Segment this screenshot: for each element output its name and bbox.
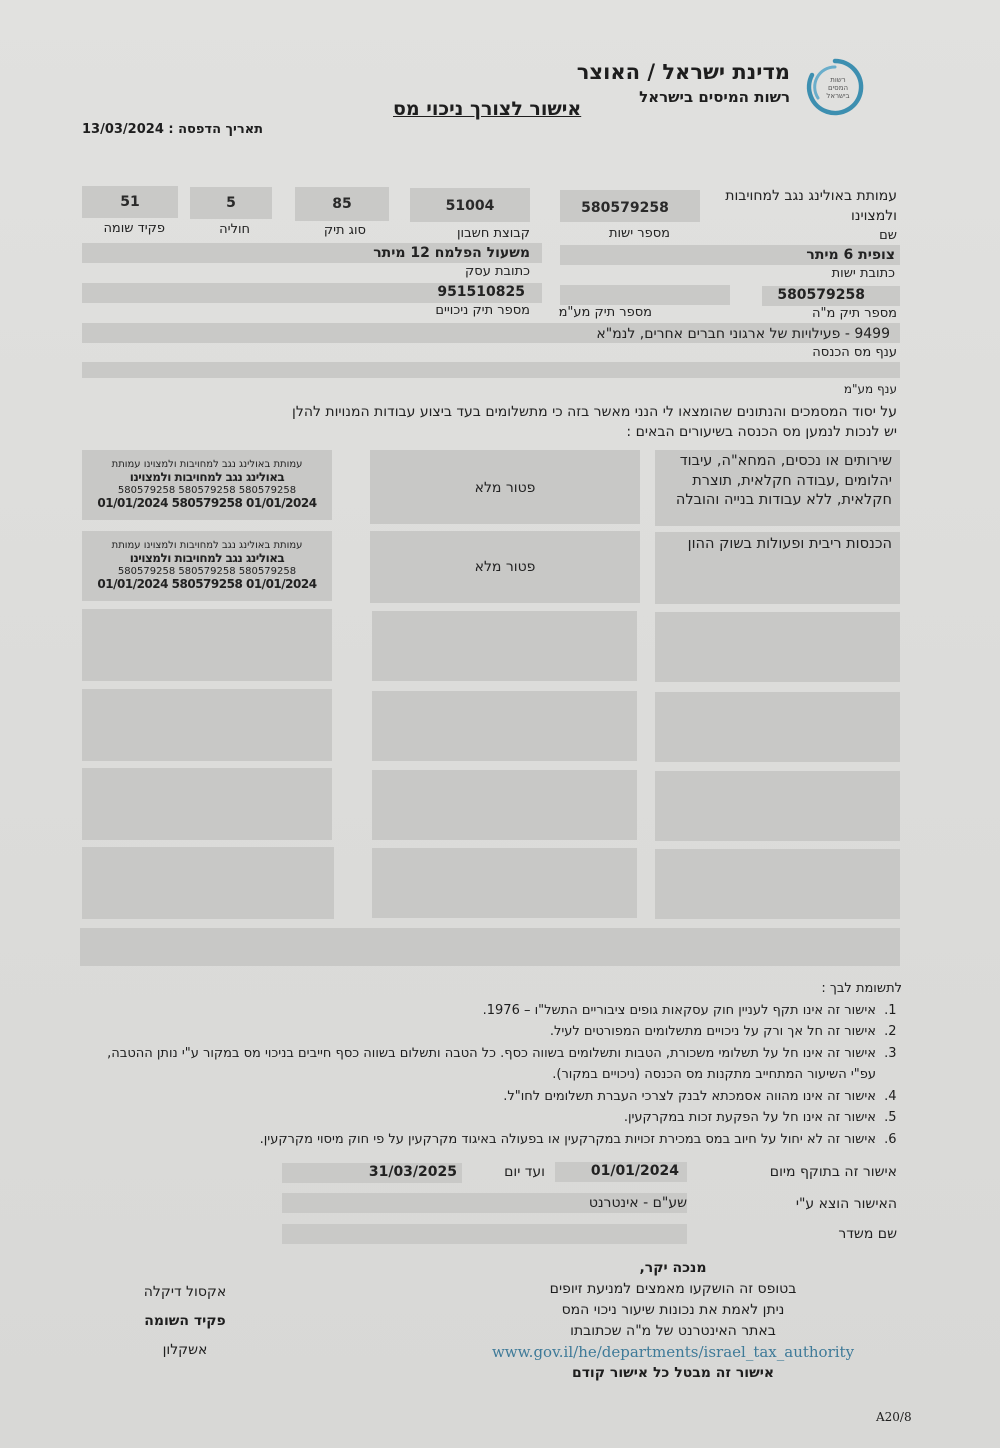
closing-greeting: מנכה יקר, [639, 1260, 707, 1276]
closing-final: אישור זה מבטל כל אישור קודם [571, 1365, 775, 1381]
file-type-label: סוג תיק [323, 223, 366, 238]
vat-file-field [560, 285, 730, 305]
note-item: 1. אישור זה אינו תקף לעניין חוק עסקאות גופים ציבוריים התשל"ו – 1976. [82, 1000, 880, 1022]
vat-branch-field [82, 362, 900, 378]
note-item: 4. אישור זה אינו מהווה אסמכתא לבנק לצרכי העברת תשלומים לחו"ל. [82, 1086, 880, 1108]
tax-authority-website-link[interactable]: www.gov.il/he/departments/israel_tax_authority [491, 1343, 855, 1361]
table-row-2-rate: פטור מלא [474, 559, 536, 575]
income-tax-file-label: מספר תיק מ"ה [812, 306, 897, 321]
svg-text:בישראל: בישראל [826, 92, 850, 100]
office-name-label: שם משדר [838, 1226, 897, 1242]
print-date-value: 13/03/2024 [82, 122, 164, 137]
table-row-1-approval-stamp [84, 458, 330, 510]
issued-by-label: האישור הוצא ע"י [795, 1196, 897, 1212]
closing-line1: בטופס זה הושקעו מאמצים למניעת זיופים [549, 1281, 797, 1297]
table-row-5-service-cell [655, 771, 900, 841]
table-row-2-service: הכנסות ריבית ופעולות בשוק ההון [687, 536, 892, 552]
table-row-6-service-cell [655, 849, 900, 919]
stamp-line: 01/01/2024 580579258 01/01/2024 [97, 577, 317, 591]
table-row-3-rate-cell [372, 611, 637, 681]
valid-until-value: 31/03/2025 [368, 1164, 457, 1180]
stamp-line: 01/01/2024 580579258 01/01/2024 [97, 496, 317, 510]
table-row-4-rate-cell [372, 691, 637, 761]
org-title: מדינת ישראל / האוצר [576, 60, 790, 84]
entity-address-label: כתובת ישות [831, 266, 895, 281]
stamp-line: באולינג נגב למחויבות ולמצוינו [129, 551, 285, 565]
table-row-5-stamp-cell [82, 768, 332, 840]
note-item: 2. אישור זה חל אך ורק על ניכויים מתשלומים המפורטים לעיל. [82, 1021, 880, 1043]
table-row-5-rate-cell [372, 770, 637, 840]
svg-text:המסים: המסים [827, 84, 849, 92]
office-name-field [282, 1224, 687, 1244]
stamp-line: 580579258 580579258 580579258 [117, 485, 297, 496]
valid-until-label: ועד יום [504, 1164, 545, 1180]
notes-section [82, 978, 902, 1150]
signer-block [110, 1278, 260, 1365]
entity-number-value: 580579258 [581, 200, 669, 216]
tax-authority-logo-icon [806, 58, 864, 116]
valid-from-value: 01/01/2024 [590, 1163, 679, 1179]
table-row-4-service-cell [655, 692, 900, 762]
declaration-line1: על יסוד המסמכים והנתונים שהומצאו לי הנני מאשר בזה כי מתשלומים בעד ביצוע עבודות המנויות להלן [292, 404, 897, 420]
closing-line3: באתר האינטרנט של מ"ה שכתובתו [570, 1323, 776, 1339]
stamp-line: עמותת באולינג נגב למחויבות ולמצוינו עמותת [111, 540, 303, 551]
table-row-3-service-cell [655, 612, 900, 682]
table-row-1-rate: פטור מלא [474, 480, 536, 496]
account-group-value: 51004 [445, 198, 495, 214]
note-item: 6. אישור זה לא יחול על חיוב במס במכירת זכויות במקרקעין או בפעולה באיגוד מקרקעין על פי חוק מיסוי מקרקעין. [82, 1129, 880, 1151]
vat-file-label: מספר תיק מע"מ [558, 305, 652, 320]
closing-line2: ניתן לאמת את נכונות שיעור ניכוי המס [561, 1302, 785, 1318]
income-tax-branch-label: ענף מס הכנסה [812, 345, 897, 360]
table-row-4-stamp-cell [82, 689, 332, 761]
withholding-file-label: מספר תיק ניכויים [435, 303, 530, 318]
income-tax-branch-value: 9499 - פעילויות של ארגוני חברים אחרים, לנמ"א [596, 326, 890, 342]
assessing-officer-value: 51 [120, 194, 140, 210]
table-row-6-rate-cell [372, 848, 637, 918]
stamp-line: 580579258 580579258 580579258 [117, 566, 297, 577]
table-row-2-approval-stamp [84, 539, 330, 591]
signer-name: אקסול דיקלה [143, 1284, 227, 1300]
account-group-label: קבוצת חשבון [457, 226, 530, 241]
vat-branch-label: ענף מע"מ [843, 382, 897, 396]
entity-name-line2: ולמצוינו [851, 208, 897, 224]
district-value: 5 [226, 195, 236, 211]
document-title: אישור לצורך ניכוי מס [393, 98, 582, 120]
stamp-line: באולינג נגב למחויבות ולמצוינו [129, 470, 285, 484]
org-subtitle: רשות המיסים בישראל [639, 88, 790, 106]
table-row-3-stamp-cell [82, 609, 332, 681]
stamp-line: עמותת באולינג נגב למחויבות ולמצוינו עמותת [111, 459, 303, 470]
note-item: 5. אישור זה אינו חל על הפקעת זכות במקרקעין. [82, 1107, 880, 1129]
file-type-value: 85 [332, 196, 352, 212]
entity-name-line1: עמותת באולינג נגב למחויבות [725, 188, 897, 204]
note-item: 3. אישור זה אינו חל על תשלומי משכורת, הטבות ותשלומים בשווה כסף. כל הטבה ותשלום בשווה כסף חייבים בניכוי מס במקור ע"י נותן ההטבה, עפ"י השיעור המתחייב מתקנות מס הכנסה (ניכויים במקור). [82, 1043, 880, 1086]
entity-number-label: מספר ישות [608, 226, 670, 241]
withholding-file-value: 951510825 [437, 284, 525, 300]
closing-message [478, 1258, 868, 1384]
table-row-6-stamp-cell [82, 847, 334, 919]
district-label: חוליה [219, 222, 250, 237]
svg-text:רשות: רשות [830, 76, 846, 84]
signer-office: אשקלון [162, 1342, 208, 1358]
entity-name-label: שם [879, 228, 897, 243]
entity-address-value: צופית 6 מיתר [806, 247, 895, 263]
assessing-officer-label: פקיד שומה [103, 221, 165, 236]
signer-title: פקיד השומה [144, 1313, 226, 1329]
income-tax-file-value: 580579258 [777, 287, 865, 303]
table-row-1-service: שירותים או נכסים, המחא"ה, עיבוד יהלומים ,עבודה חקלאית, תוצרת חקלאית, ללא עבודות בנייה והובלה [675, 453, 892, 508]
print-date [82, 122, 263, 137]
notes-title: לתשומת לבך : [821, 981, 902, 996]
business-address-value: משעול הפלמח 12 מיתר [373, 245, 530, 261]
table-footer-cell [80, 928, 900, 966]
declaration-line2: יש לנכות לנמען מס הכנסה בשיעורים הבאים : [626, 424, 897, 440]
valid-from-label: אישור זה בתוקף מיום [769, 1164, 897, 1180]
form-code: A20/8 [876, 1410, 912, 1424]
print-date-label: תאריך הדפסה : [168, 122, 264, 137]
issued-by-value: שע"ם - אינטרנט [588, 1195, 687, 1211]
business-address-label: כתובת עסק [465, 264, 530, 279]
